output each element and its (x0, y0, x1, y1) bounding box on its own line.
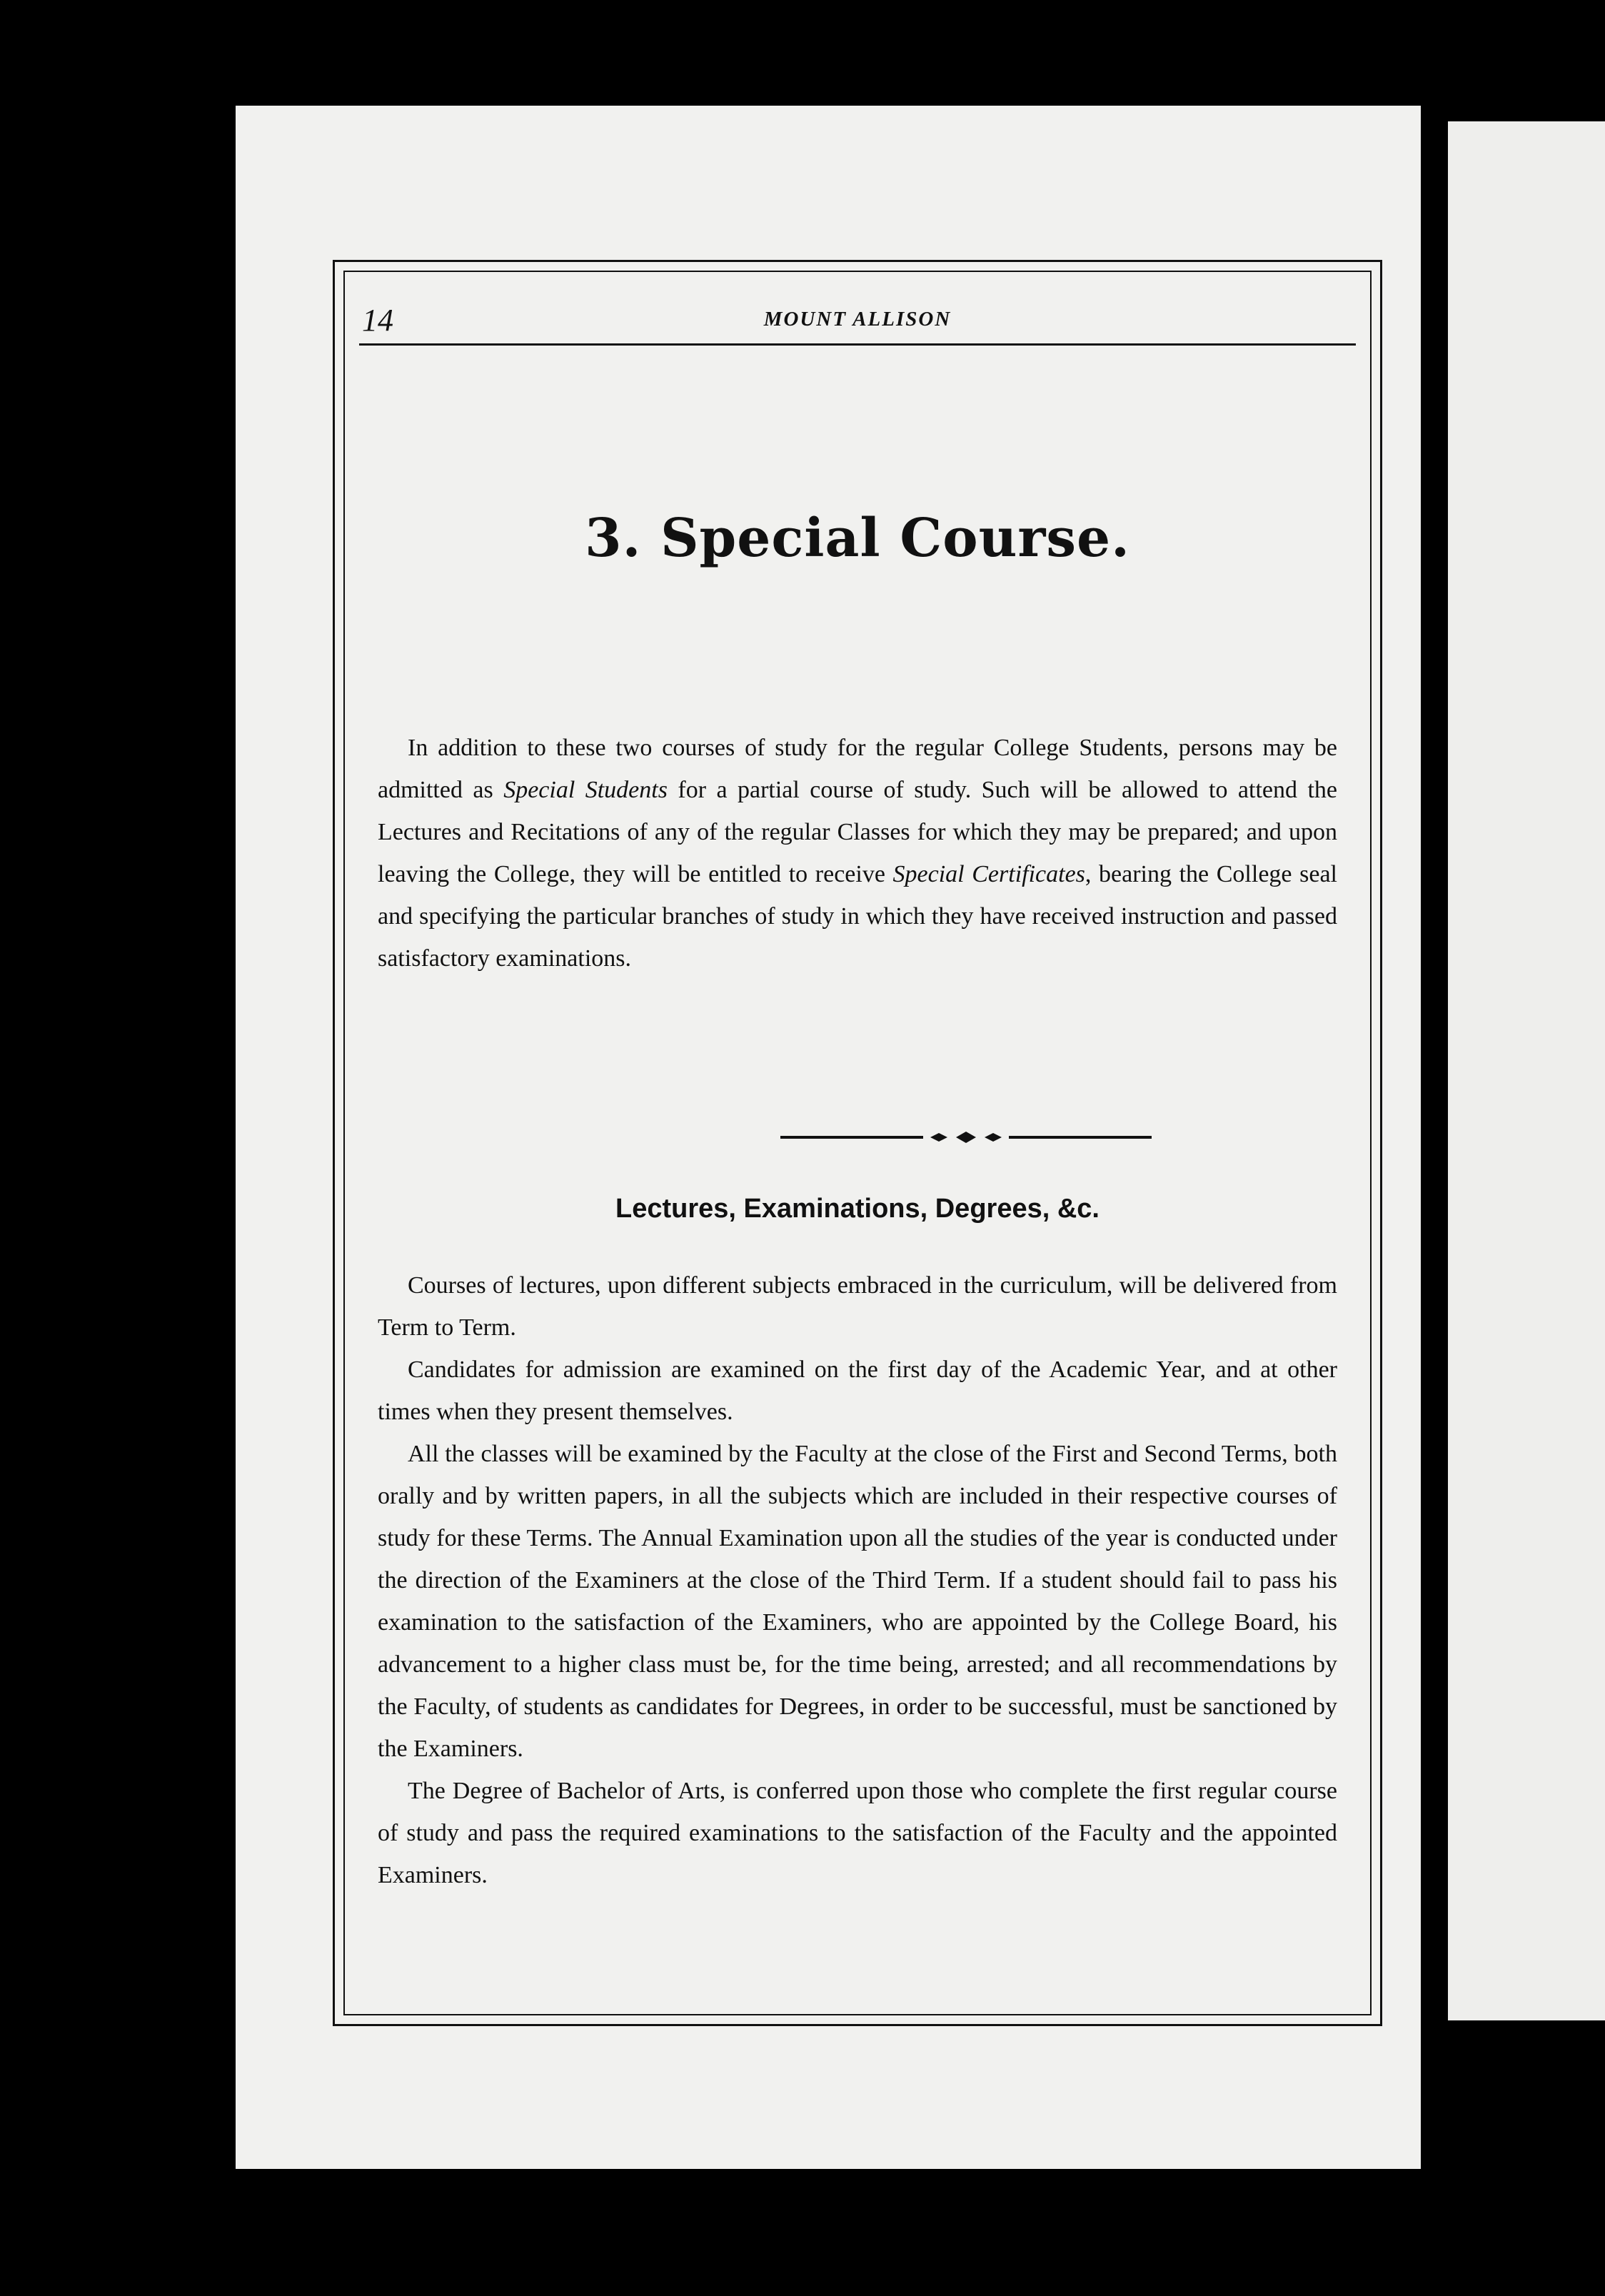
lectures-heading: Lectures, Examinations, Degrees, &c. (615, 1194, 1100, 1224)
paragraph-text: , bearing the College seal and specifying the particular branches of study in which they have received instruction and passed satisfactory examinations. (378, 861, 1337, 972)
running-head (359, 301, 1356, 346)
ornamental-divider (780, 1130, 1152, 1144)
page-number: 14 (362, 303, 393, 338)
admission-paragraph: Candidates for admission are examined on the first day of the Academic Year, and at other times when they present themselves. (378, 1356, 1337, 1425)
paragraph-text: for a partial course of study. Such will be allowed to attend the Lectures and Recitations of any of the regular Classes for which they may be prepared; and upon leaving the College, they will be entitled to receive (378, 777, 1337, 887)
adjacent-page-edge (1448, 121, 1605, 2020)
lectures-text (378, 1264, 1337, 1896)
examinations-paragraph: All the classes will be examined by the Faculty at the close of the First and Second Terms, both orally and by written papers, in all the subjects which are included in their respective courses of study for these Terms. The Annual Examination upon all the studies of the year is conducted under the direction of the Examiners at the close of the Third Term. If a student should fail to pass his examination to the satisfaction of the Examiners, who are appointed by the College Board, his advancement to a higher class must be, for the time being, arrested; and all recommendations by the Faculty, of students as candidates for Degrees, in order to be successful, must be sanctioned by the Examiners. (378, 1441, 1337, 1762)
section-title: 3. Special Course. (585, 508, 1130, 569)
page-border (333, 260, 1382, 2026)
emphasis-special-certificates: Special Certificates (892, 861, 1085, 887)
book-page (236, 106, 1421, 2169)
paragraph-text: In addition to these two courses of study for the regular College Students, persons may be admitted as (378, 735, 1337, 803)
lectures-paragraph: Courses of lectures, upon different subjects embraced in the curriculum, will be delivered from Term to Term. (378, 1272, 1337, 1341)
page-border-inner (343, 271, 1372, 2015)
emphasis-special-students: Special Students (503, 777, 668, 803)
special-course-text (378, 727, 1337, 980)
running-head-title: MOUNT ALLISON (763, 308, 952, 331)
degree-paragraph: The Degree of Bachelor of Arts, is conferred upon those who complete the first regular course of study and pass the required examinations to the satisfaction of the Faculty and the appointed Examiners. (378, 1778, 1337, 1888)
special-course-paragraph (378, 727, 1337, 980)
